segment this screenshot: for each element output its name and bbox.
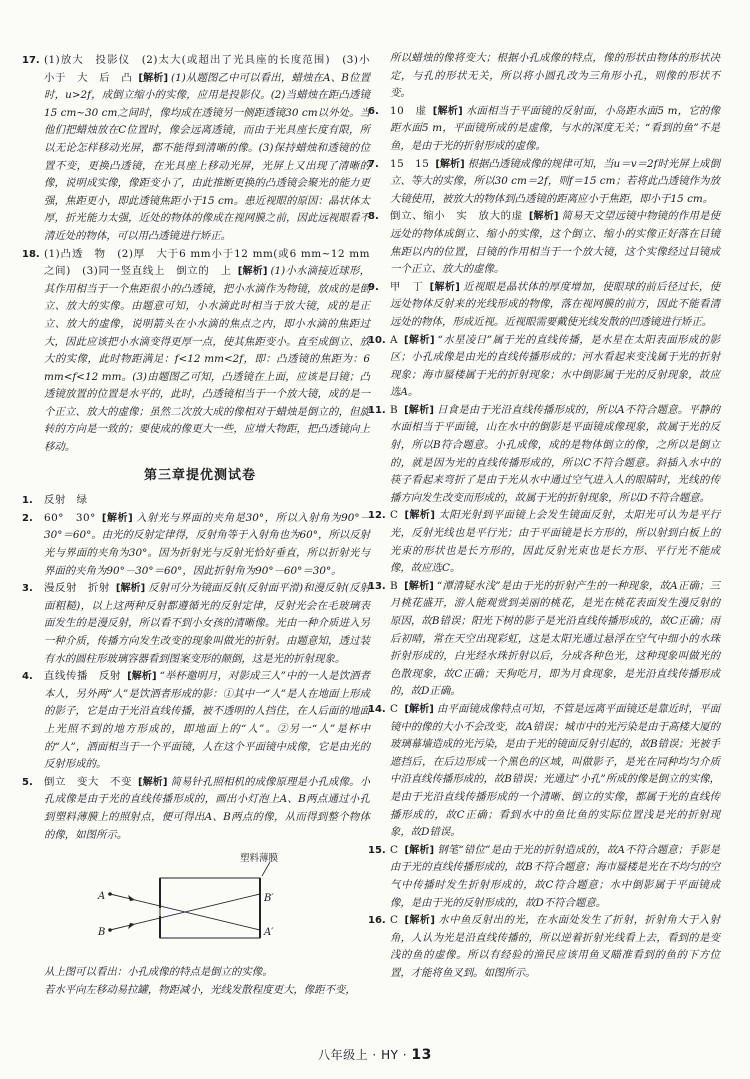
answer-text: B bbox=[390, 579, 399, 592]
analysis-tag: [解析] bbox=[435, 158, 465, 170]
analysis-body: 简易天文望远镜中物镜的作用是使远处的物体成倒立、缩小的实像，这个倒立、缩小的实像正好落在目镜焦距以内的位置，目镜的作用相当于一个放大镜，这个实像经过目镜成一个正立、放大的虚像。 bbox=[390, 210, 720, 276]
answer-16 bbox=[368, 912, 721, 982]
answer-text: 漫反射 折射 bbox=[44, 582, 110, 595]
analysis-body: 近视眼是晶状体的厚度增加，使眼球的前后径过长，使远处物体反射来的光线形成的物像，落在视网膜的前方，因此不能看清远处的物体，形成近视。近视眼需要戴使光线发散的凹透镜进行矫正。 bbox=[390, 280, 721, 328]
answer-2 bbox=[22, 510, 370, 580]
label-a: A bbox=[98, 891, 106, 903]
analysis-tag: [解析] bbox=[432, 105, 463, 117]
analysis-body: 太阳光射到平面镜上会发生镜面反射，太阳光可认为是平行光，反射光线也是平行光；由于平面镜是长方形的，所以射到白板上的光束的形状也是长方形的，因此反射光束也是长方形、平行光不能成像，故应选C。 bbox=[390, 509, 721, 575]
question-number: 11. bbox=[368, 404, 386, 416]
answer-text: C bbox=[390, 843, 399, 856]
analysis-tag: [解析] bbox=[101, 512, 133, 524]
answer-text: 倒立、缩小 实 放大的虚 bbox=[390, 210, 523, 223]
answer-text: A bbox=[390, 333, 399, 346]
analysis-tag: [解析] bbox=[404, 915, 435, 927]
page-footer bbox=[0, 1046, 750, 1063]
analysis-body: “水星凌日”属于光的直线传播，是水星在太阳表面形成的影区；小孔成像是由光的直线传播形成的；河水看起来变浅属于光的折射现象；海市蜃楼属于光的折射现象；水中倒影属于光的反射现象，故应选A。 bbox=[390, 333, 721, 399]
answer-text: 60° 30° bbox=[44, 511, 96, 524]
analysis-tag: [解析] bbox=[138, 72, 169, 84]
answer-text: (1)凸透 物 (2)厚 大于6 mm小于12 mm(或6 mm~12 mm之间) (3)同一竖直线上 倒立的 上 bbox=[44, 247, 370, 278]
analysis-tag: [解析] bbox=[404, 844, 435, 856]
question-number: 15. bbox=[368, 844, 386, 856]
answer-9 bbox=[368, 279, 721, 332]
answer-12 bbox=[368, 507, 721, 577]
answer-4 bbox=[22, 668, 371, 774]
arrow-a bbox=[128, 895, 135, 901]
question-number: 5. bbox=[22, 776, 33, 788]
analysis-body: (1)从题图乙中可以看出，蜡烛在A、B位置时，u>2f，成倒立缩小的实像，应用是投影仪。(2)当蜡烛在距凸透镜15 cm~30 cm之间时，像均成在透镜另一侧距透镜30 cm以外处。当他们把蜡烛放在C位置时，像会远离透镜，而由于光具座长度有限，所以无论怎样移动光屏，都不能得到清晰的像。(3)保持蜡烛和透镜的位置不变，更换凸透镜，在光具座上移动光屏，光屏上又出现了清晰的像，说明成实像，像距变小了，由此推断更换的凸透镜会聚光的能力更强，焦距更小，即此透镜焦距小于15 cm。患近视眼的原因：晶状体太厚，折光能力太强，近处的物体的像成在视网膜之前，因此远视眼看不清近处的物体，可以用凸透镜进行矫正。 bbox=[44, 71, 371, 242]
analysis-body: 根据凸透镜成像的规律可知，当u＝v＝2f时光屏上成倒立、等大的实像，所以30 cm＝2f，则f＝15 cm；若将此凸透镜作为放大镜使用，被放大的物体到凸透镜的距离应小于焦距，即小于15 cm。 bbox=[390, 157, 720, 205]
analysis-body: “举杯邀明月，对影成三人”中的一人是饮酒者本人，另外两“人”是饮酒者形成的影：①其中一“人”是人在地面上形成的影子，它是由于光沿直线传播，被不透明的人挡住，在人后面的地面上光照不到的地方形成的，即地面上的“人”。②另一“人”是杯中的“人”，酒面相当于一个平面镜，人在这个平面镜中成像，它是由光的反射形成的。 bbox=[44, 670, 371, 771]
analysis-tag: [解析] bbox=[404, 510, 435, 522]
answer-text: 15 15 bbox=[390, 157, 430, 170]
answer-text: C bbox=[390, 509, 399, 522]
question-number: 14. bbox=[368, 703, 386, 715]
question-number: 9. bbox=[368, 281, 379, 293]
answer-11 bbox=[368, 402, 720, 508]
question-number: 6. bbox=[368, 105, 379, 117]
analysis-body: 日食是由于光沿直线传播形成的，所以A不符合题意。平静的水面相当于平面镜，山在水中的倒影是平面镜成像现象，故属于光的反射，所以B符合题意。小孔成像，成的是物体倒立的像，之所以是倒立的，就是因为光的直线传播形成的，所以C不符合题意。斜插入水中的筷子看起来弯折了是由于光从水中通过空气进入人的眼睛时，光线的传播方向发生改变而形成的，故属于光的折射现象，所以D不符合题意。 bbox=[390, 403, 720, 504]
analysis-tag: [解析] bbox=[528, 211, 559, 223]
analysis-body: 简易针孔照相机的成像原理是小孔成像。小孔成像是由于光的直线传播形成的，画出小灯泡上A、B两点通过小孔到塑料薄膜上的照射点，便可得出A、B两点的像，从而得到整个物体的像，如图所示。 bbox=[44, 775, 371, 841]
analysis-body: 由平面镜成像特点可知，不管是远离平面镜还是靠近时，平面镜中的像的大小不会改变，故A错误；城市中的光污染是由于高楼大厦的玻璃幕墙造成的光污染，是由于光的镜面反射引起的，故B错误；光被手遮挡后，在后边形成一个黑色的区域，叫做影子，是光在同种均匀介质中沿直线传播形成的，故B错误；光通过“小孔”所成的像是倒立的实像，是由于光沿直线传播形成的一个清晰、倒立的实像，都属于光的直线传播形成的，故C正确；看到水中的鱼比鱼的实际位置浅是光的折射现象，故D错误。 bbox=[390, 702, 721, 839]
question-number: 16. bbox=[368, 915, 386, 927]
footer-sep: · bbox=[402, 1048, 408, 1062]
arrow-b bbox=[128, 923, 135, 929]
question-number: 7. bbox=[368, 158, 379, 170]
analysis-body: “潭清疑水浅”是由于光的折射产生的一种现象，故A正确；三月桃花盛开，游人能观赏到美丽的桃花，是光在桃花表面发生漫反射的原因，故B错误；阳光下树的影子是光沿直线传播形成的，故C正确；雨后初晴，常在天空出现彩虹，这是太阳光通过悬浮在空气中细小的水珠折射形成的，白光经水珠折射以后，分成各种色光，这种现象叫做光的色散现象，故C正确；天狗吃月，即为月食现象，是光沿直线传播形成的，故D正确。 bbox=[390, 579, 720, 698]
footer-code: HY bbox=[381, 1048, 399, 1062]
section-title: 第三章提优测试卷 bbox=[143, 467, 256, 483]
question-number: 3. bbox=[22, 583, 33, 595]
answer-7 bbox=[368, 156, 720, 209]
analysis-tag: [解析] bbox=[404, 580, 434, 592]
answer-text: 直线传播 反射 bbox=[44, 670, 122, 683]
answer-1 bbox=[22, 492, 370, 510]
label-b: B bbox=[98, 927, 106, 939]
question-number: 4. bbox=[22, 671, 33, 683]
answer-13 bbox=[368, 578, 720, 701]
answer-3 bbox=[22, 580, 371, 668]
answer-text: (1)放大 投影仪 (2)太大(或超出了光具座的长度范围) (3)小 小于 大 后 凸 bbox=[44, 54, 381, 84]
analysis-tag: [解析] bbox=[138, 776, 168, 788]
right-column bbox=[368, 50, 721, 982]
can-outline bbox=[160, 878, 260, 938]
analysis-tag: [解析] bbox=[127, 671, 157, 683]
answer-10 bbox=[368, 332, 721, 402]
answer-14 bbox=[368, 701, 721, 842]
answer-5-tail: 所以蜡烛的像将变大；根据小孔成像的特点，像的形状由物体的形状决定，与孔的形状无关，所以将小圆孔改为三角形小孔，则像的形状不变。 bbox=[390, 52, 720, 100]
footer-grade: 八年级上 bbox=[318, 1048, 369, 1062]
analysis-body: (1)小水滴接近球形，其作用相当于一个焦距很小的凸透镜，把小水滴作为物镜，放成的是倒立、放大的实像。由题意可知，小水滴此时相当于放大镜，成的是正立、放大的虚像，说明箭头在小水滴的焦点之内，即小水滴的焦距过大，因此应该把小水滴变得更厚一点，使其焦距变小。直至成倒立、放大的实像，此时物距满足：f<12 mm<2f，即：凸透镜的焦距为：6 mm<f<12 mm。(3)由题图乙可知，凸透镜在上面，应该是目镜；凸透镜放置的位置是水平的，此时，凸透镜相当于一个放大镜，成的是一个正立、放大的虚像；虽然二次放大成的像相对于蜡烛是倒立的，但旋转的方向是一致的；要使成的像更大一些，应增大物距，把凸透镜向上移动。 bbox=[44, 265, 371, 454]
answer-text: 反射 绿 bbox=[44, 494, 88, 507]
question-number: 2. bbox=[22, 512, 33, 524]
question-number: 18. bbox=[22, 248, 40, 260]
answer-text: 倒立 变大 不变 bbox=[44, 775, 133, 788]
question-number: 8. bbox=[368, 211, 379, 223]
answer-6 bbox=[368, 103, 721, 156]
analysis-body: 反射可分为镜面反射(反射面平滑)和漫反射(反射面粗糙)，以上这两种反射都遵循光的反射定律，反射光会在毛玻璃表面发生的是漫反射，所以看不到小女孩的清晰像。光由一种介质进入另一种介质，传播方向发生改变的现象叫做光的折射。由题意知，透过装有水的圆柱形玻璃容器看到图案变形的颠倒，这是光的折射现象。 bbox=[44, 582, 371, 665]
answer-5-conclusion: 从上图可以看出：小孔成像的特点是倒立的实像。 bbox=[44, 966, 273, 979]
answer-5-continuation: 若水平向左移动易拉罐，物距减小，光线发散程度更大，像距不变， bbox=[44, 983, 356, 996]
footer-sep: · bbox=[372, 1048, 377, 1062]
question-number: 12. bbox=[368, 510, 386, 522]
analysis-body: 入射光与界面的夹角是30°，所以入射角为90°－30°＝60°。由光的反射定律得，反射角等于入射角也为60°，所以反射光与界面的夹角为30°。因为折射光与反射光恰好垂直，所以折射光与界面的夹角为90°－30°＝60°，因此折射角为90°－60°＝30°。 bbox=[44, 511, 370, 577]
question-number: 17. bbox=[22, 55, 40, 66]
answer-17 bbox=[22, 52, 381, 246]
question-number: 10. bbox=[368, 334, 386, 346]
analysis-tag: [解析] bbox=[404, 703, 434, 715]
answer-text: C bbox=[390, 702, 399, 715]
label-a-prime: A′ bbox=[264, 927, 274, 939]
answer-text: 甲 丁 bbox=[390, 280, 424, 293]
label-b-prime: B′ bbox=[264, 893, 274, 905]
analysis-body: 钢笔“错位”是由于光的折射造成的，故A不符合题意；手影是由于光的直线传播形成的，故B不符合题意；海市蜃楼是光在不均匀的空气中传播时发生折射形成的，故C符合题意；水中倒影属于平面镜成像，是由于光的反射形成的，故D不符合题意。 bbox=[390, 843, 720, 909]
answer-5 bbox=[22, 774, 371, 844]
answer-text: C bbox=[390, 914, 399, 927]
answer-15 bbox=[368, 842, 720, 912]
point-b bbox=[108, 928, 112, 932]
analysis-tag: [解析] bbox=[404, 404, 434, 416]
answer-18 bbox=[22, 246, 371, 457]
analysis-body: 水中鱼反射出的光，在水面处发生了折射，折射角大于入射角，人认为光是沿直线传播的，所以逆着折射光线看上去，看到的是变浅的鱼的虚像。所以有经验的渔民应该用鱼叉瞄准看到的鱼的下方位置，才能将鱼叉到。如图所示。 bbox=[390, 914, 721, 979]
film-label: 塑料薄膜 bbox=[240, 853, 279, 865]
analysis-tag: [解析] bbox=[237, 266, 268, 278]
analysis-body: 水面相当于平面镜的反射面，小岛距水面5 m，它的像距水面5 m，平面镜所成的是虚像，与水的深度无关；“看到的鱼”不是鱼，是由于光的折射形成的虚像。 bbox=[390, 104, 721, 152]
answer-text: 10 虚 bbox=[390, 104, 427, 117]
question-number: 13. bbox=[368, 580, 386, 592]
pinhole-camera-figure bbox=[90, 850, 290, 960]
answer-text: B bbox=[390, 403, 399, 416]
analysis-tag: [解析] bbox=[429, 281, 460, 293]
answer-8 bbox=[368, 208, 720, 278]
analysis-tag: [解析] bbox=[115, 583, 146, 595]
page-number: 13 bbox=[411, 1047, 432, 1063]
question-number: 1. bbox=[22, 495, 33, 507]
analysis-tag: [解析] bbox=[404, 334, 435, 346]
point-a bbox=[108, 892, 112, 896]
